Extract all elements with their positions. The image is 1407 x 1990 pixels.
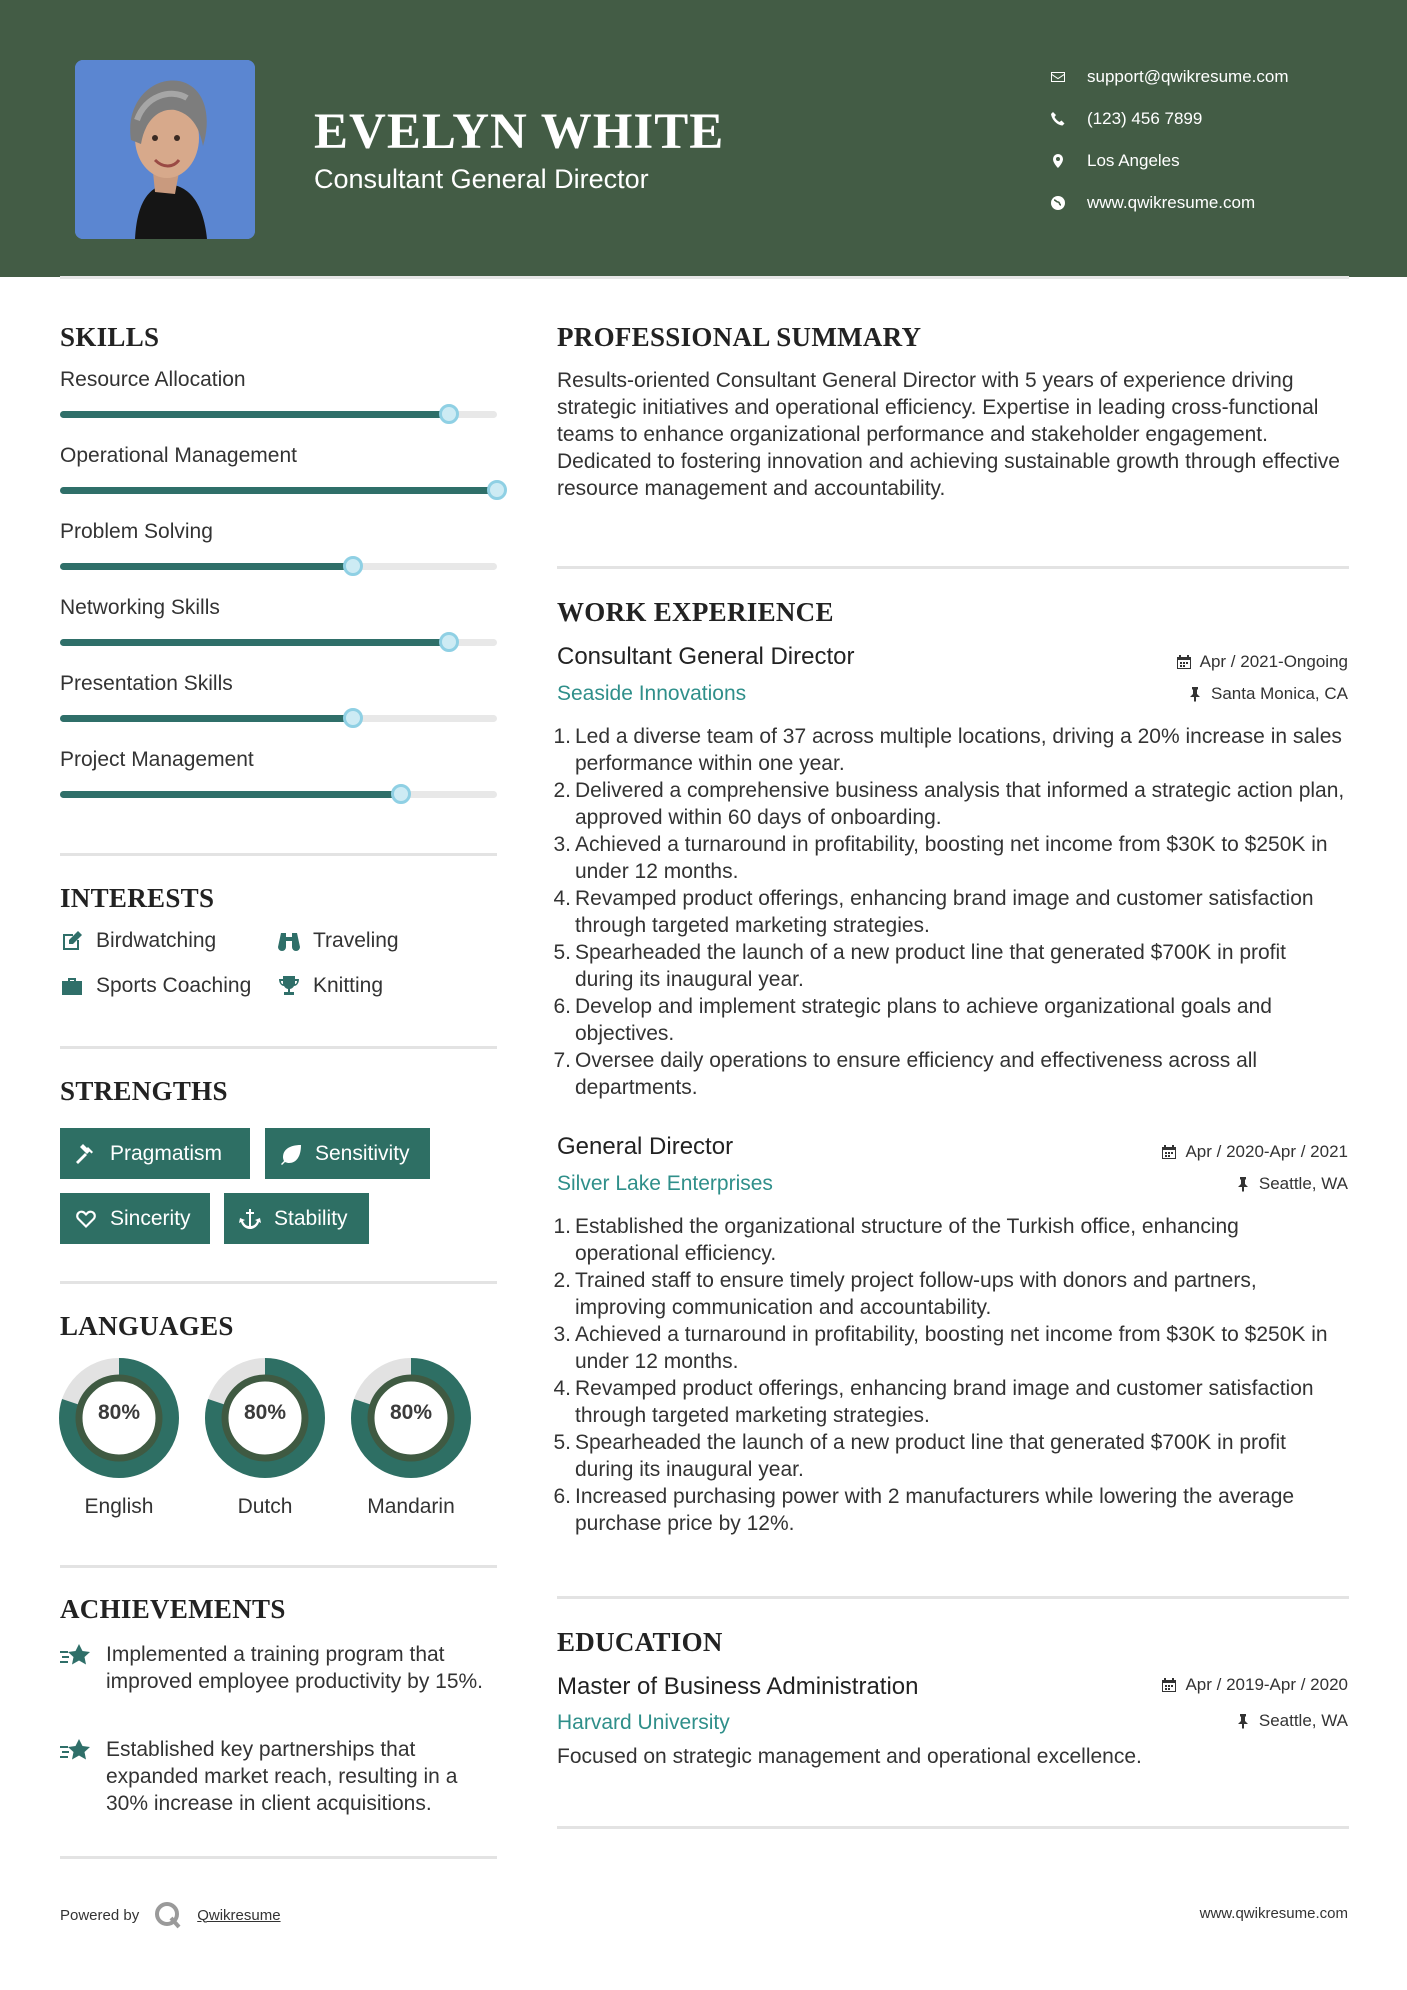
section-divider	[60, 1281, 497, 1284]
bullet-number: 5.	[553, 1431, 571, 1454]
candidate-title: Consultant General Director	[314, 164, 649, 194]
degree-title: Master of Business Administration	[557, 1673, 919, 1700]
job-bullet	[553, 1375, 1347, 1429]
star-icon	[60, 1738, 92, 1764]
job-location	[1187, 684, 1348, 704]
interest-label: Sports Coaching	[96, 974, 252, 997]
strength-tag	[224, 1193, 369, 1244]
job-bullet	[553, 939, 1347, 993]
skill-bar-knob	[343, 556, 363, 576]
job-date-text: Apr / 2021-Ongoing	[1199, 652, 1348, 671]
language-name: Dutch	[237, 1495, 293, 1518]
skill-label: Resource Allocation	[60, 368, 246, 391]
education-location-text: Seattle, WA	[1258, 1711, 1348, 1730]
language-name: Mandarin	[367, 1495, 455, 1518]
education-heading: EDUCATION	[557, 1627, 723, 1657]
skill-bar-knob	[343, 708, 363, 728]
bullet-text: Revamped product offerings, enhancing brand image and customer satisfaction through targeted marketing strategies.	[575, 887, 1314, 937]
contact-list	[1050, 56, 1370, 224]
job-bullet	[553, 777, 1347, 831]
bullet-text: Spearheaded the launch of a new product line that generated $700K in profit during its inaugural year.	[575, 1431, 1287, 1481]
bullet-text: Led a diverse team of 37 across multiple locations, driving a 20% increase in sales performance within one year.	[575, 725, 1342, 775]
job-bullet	[553, 1047, 1347, 1101]
language-percent: 80%	[389, 1401, 433, 1424]
section-divider	[60, 1856, 497, 1859]
contact-location	[1050, 140, 1370, 182]
experience-heading: WORK EXPERIENCE	[557, 597, 834, 627]
skill-bar-fill	[60, 791, 401, 798]
calendar-icon	[1161, 1144, 1177, 1160]
interest-item	[60, 929, 216, 953]
bullet-number: 1.	[553, 1215, 571, 1238]
contact-phone-text: (123) 456 7899	[1087, 109, 1203, 128]
section-divider	[60, 853, 497, 856]
bullet-text: Spearheaded the launch of a new product line that generated $700K in profit during its inaugural year.	[575, 941, 1287, 991]
skill-bar-fill	[60, 639, 449, 646]
job-bullet	[553, 1429, 1347, 1483]
skill-item	[60, 748, 497, 798]
strength-label: Sincerity	[110, 1206, 191, 1230]
bullet-number: 3.	[553, 1323, 571, 1346]
map-pin-icon	[1050, 153, 1087, 169]
calendar-icon	[1176, 654, 1192, 670]
bullet-number: 2.	[553, 1269, 571, 1292]
bullet-number: 6.	[553, 1485, 571, 1508]
skill-item	[60, 368, 497, 418]
job-bullet	[553, 723, 1347, 777]
bullet-text: Delivered a comprehensive business analysis that informed a strategic action plan, approved within 60 days of onboarding.	[575, 779, 1345, 829]
bullet-text: Increased purchasing power with 2 manufacturers while lowering the average purchase price by 12%.	[575, 1485, 1295, 1535]
strength-label: Sensitivity	[315, 1141, 410, 1165]
language-percent: 80%	[243, 1401, 287, 1424]
summary-text: Results-oriented Consultant General Director with 5 years of experience driving strategic initiatives and operational efficiency. Expertise in leading cross-functional teams to enhance organizational performance and stakeholder engagement. Dedicated to fostering innovation and achieving sustainable growth through effective resource management and accountability.	[557, 369, 1340, 500]
globe-icon	[1050, 195, 1087, 211]
qwikresume-logo-icon	[153, 1900, 183, 1930]
achievements-heading: ACHIEVEMENTS	[60, 1594, 286, 1624]
contact-email-text: support@qwikresume.com	[1087, 67, 1289, 86]
bullet-number: 1.	[553, 725, 571, 748]
skill-item	[60, 444, 497, 494]
job-date	[1176, 652, 1348, 672]
section-divider	[557, 1596, 1349, 1599]
language-name: English	[84, 1495, 154, 1518]
pushpin-icon	[1187, 686, 1203, 702]
strength-tag	[60, 1128, 250, 1179]
skill-bar-track	[60, 791, 497, 798]
bullet-number: 6.	[553, 995, 571, 1018]
achievement-item	[60, 1641, 500, 1695]
briefcase-icon	[60, 974, 84, 998]
job-date-text: Apr / 2020-Apr / 2021	[1185, 1142, 1348, 1161]
school-name: Harvard University	[557, 1711, 730, 1734]
skill-bar-track	[60, 487, 497, 494]
job-date	[1161, 1142, 1348, 1162]
skill-bar-track	[60, 715, 497, 722]
qwikresume-link[interactable]: Qwikresume	[197, 1906, 281, 1924]
strength-tag	[60, 1193, 210, 1244]
heart-icon	[74, 1207, 98, 1231]
education-description: Focused on strategic management and operational excellence.	[557, 1745, 1142, 1768]
skill-label: Project Management	[60, 748, 254, 771]
language-item	[58, 1357, 180, 1519]
binoculars-icon	[277, 929, 301, 953]
leaf-icon	[279, 1142, 303, 1166]
gavel-icon	[74, 1142, 98, 1166]
bullet-number: 2.	[553, 779, 571, 802]
interest-item	[60, 974, 251, 998]
achievement-item	[60, 1736, 500, 1817]
languages-heading: LANGUAGES	[60, 1311, 234, 1341]
skill-item	[60, 520, 497, 570]
skill-item	[60, 672, 497, 722]
header-divider	[60, 276, 1349, 279]
job-bullet	[553, 1267, 1347, 1321]
section-divider	[60, 1565, 497, 1568]
job-company: Seaside Innovations	[557, 682, 747, 705]
job-title: Consultant General Director	[557, 643, 855, 670]
skill-label: Presentation Skills	[60, 672, 233, 695]
anchor-icon	[238, 1207, 262, 1231]
summary-heading: PROFESSIONAL SUMMARY	[557, 322, 922, 352]
skill-bar-knob	[439, 632, 459, 652]
skill-bar-track	[60, 563, 497, 570]
interest-item	[277, 974, 383, 998]
bullet-number: 3.	[553, 833, 571, 856]
job-bullet	[553, 993, 1347, 1047]
language-percent: 80%	[97, 1401, 141, 1424]
bullet-text: Trained staff to ensure timely project follow-ups with donors and partners, improving communication and accountability.	[575, 1269, 1257, 1319]
bullet-number: 4.	[553, 1377, 571, 1400]
bullet-text: Revamped product offerings, enhancing brand image and customer satisfaction through targeted marketing strategies.	[575, 1377, 1314, 1427]
education-date-text: Apr / 2019-Apr / 2020	[1185, 1675, 1348, 1694]
pushpin-icon	[1235, 1176, 1251, 1192]
section-divider	[557, 566, 1349, 569]
skill-bar-fill	[60, 487, 497, 494]
job-location-text: Seattle, WA	[1258, 1174, 1348, 1193]
education-location	[1235, 1711, 1348, 1731]
strengths-heading: STRENGTHS	[60, 1076, 228, 1106]
profile-photo	[75, 60, 255, 239]
job-location	[1235, 1174, 1348, 1194]
education-date	[1161, 1675, 1348, 1695]
job-bullets	[553, 723, 1347, 1101]
interests-heading: INTERESTS	[60, 883, 215, 913]
job-bullet	[553, 1213, 1347, 1267]
bullet-text: Achieved a turnaround in profitability, boosting net income from $30K to $250K in under 12 months.	[575, 1323, 1328, 1373]
calendar-icon	[1161, 1677, 1177, 1693]
bullet-text: Develop and implement strategic plans to achieve organizational goals and objectives.	[575, 995, 1272, 1045]
language-item	[204, 1357, 326, 1519]
section-divider	[557, 1826, 1349, 1829]
contact-website[interactable]	[1050, 182, 1370, 224]
contact-email[interactable]	[1050, 56, 1370, 98]
skill-bar-fill	[60, 411, 449, 418]
section-divider	[60, 1046, 497, 1049]
trophy-icon	[277, 974, 301, 998]
skill-bar-knob	[391, 784, 411, 804]
footer-powered-by	[60, 1900, 281, 1930]
powered-by-text: Powered by	[60, 1906, 140, 1924]
skill-label: Networking Skills	[60, 596, 220, 619]
skill-bar-fill	[60, 563, 353, 570]
bullet-number: 5.	[553, 941, 571, 964]
skill-item	[60, 596, 497, 646]
bullet-text: Oversee daily operations to ensure efficiency and effectiveness across all departments.	[575, 1049, 1258, 1099]
footer-website[interactable]: www.qwikresume.com	[1199, 1905, 1348, 1922]
skill-label: Operational Management	[60, 444, 297, 467]
job-bullet	[553, 885, 1347, 939]
star-icon	[60, 1643, 92, 1669]
skill-label: Problem Solving	[60, 520, 213, 543]
strength-label: Stability	[274, 1206, 348, 1230]
skill-bar-track	[60, 411, 497, 418]
strength-label: Pragmatism	[110, 1141, 223, 1165]
envelope-icon	[1050, 69, 1087, 85]
portrait-image	[75, 60, 255, 239]
pencil-icon	[60, 929, 84, 953]
bullet-number: 7.	[553, 1049, 571, 1072]
candidate-name: EVELYN WHITE	[314, 104, 725, 160]
skill-bar-knob	[487, 480, 507, 500]
contact-phone[interactable]	[1050, 98, 1370, 140]
interest-label: Birdwatching	[96, 929, 217, 952]
skill-bar-knob	[439, 404, 459, 424]
pushpin-icon	[1235, 1713, 1251, 1729]
achievement-text: Implemented a training program that improved employee productivity by 15%.	[106, 1643, 484, 1693]
job-bullet	[553, 1483, 1347, 1537]
skill-bar-track	[60, 639, 497, 646]
job-company: Silver Lake Enterprises	[557, 1172, 773, 1195]
bullet-text: Achieved a turnaround in profitability, boosting net income from $30K to $250K in under 12 months.	[575, 833, 1328, 883]
achievement-text: Established key partnerships that expanded market reach, resulting in a 30% increase in client acquisitions.	[106, 1738, 458, 1815]
skills-heading: SKILLS	[60, 322, 160, 352]
strength-tag	[265, 1128, 430, 1179]
skill-bar-fill	[60, 715, 353, 722]
job-bullet	[553, 831, 1347, 885]
job-location-text: Santa Monica, CA	[1210, 684, 1348, 703]
job-bullets	[553, 1213, 1347, 1537]
language-item	[350, 1357, 472, 1519]
contact-website-text: www.qwikresume.com	[1087, 193, 1256, 212]
bullet-text: Established the organizational structure of the Turkish office, enhancing operational efficiency.	[575, 1215, 1239, 1265]
interest-label: Knitting	[313, 974, 384, 997]
interest-item	[277, 929, 399, 953]
job-title: General Director	[557, 1133, 734, 1160]
interest-label: Traveling	[313, 929, 399, 952]
contact-location-text: Los Angeles	[1087, 151, 1180, 170]
job-bullet	[553, 1321, 1347, 1375]
bullet-number: 4.	[553, 887, 571, 910]
phone-icon	[1050, 111, 1087, 127]
